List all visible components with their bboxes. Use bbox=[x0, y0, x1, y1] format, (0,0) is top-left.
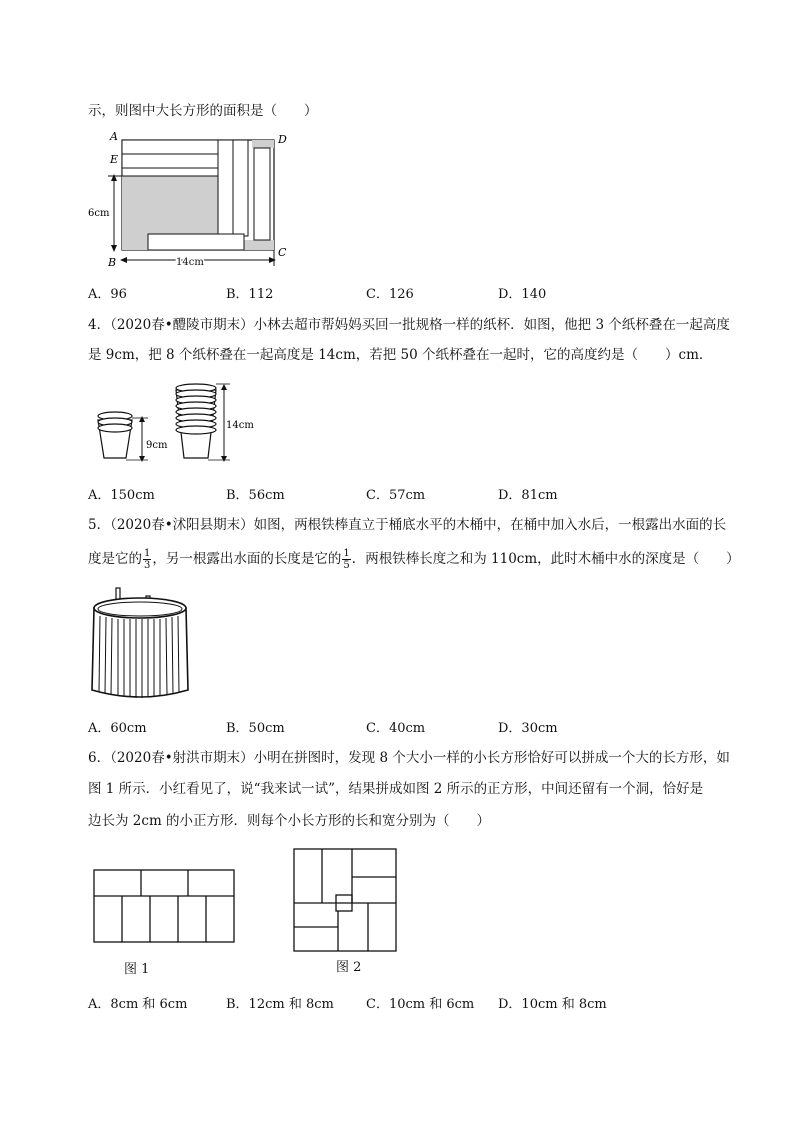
q4-label-big: 14cm bbox=[226, 420, 254, 431]
q5-text-a: 度是它的 bbox=[88, 551, 142, 567]
point-label-a: A bbox=[110, 130, 118, 143]
q4-label-small: 9cm bbox=[146, 440, 168, 451]
q4-option-a[interactable]: A．150cm bbox=[88, 488, 155, 503]
width-label: 14cm bbox=[176, 257, 204, 268]
q5-question-line1: 5．（2020春•沭阳县期末）如图，两根铁棒直立于桶底水平的木桶中，在桶中加入水后，一根露出水面的长 bbox=[88, 517, 727, 533]
q3-question-tail: 示，则图中大长方形的面积是（ ） bbox=[88, 103, 318, 119]
point-label-b: B bbox=[108, 256, 117, 269]
q6-option-c[interactable]: C．10cm 和 6cm bbox=[366, 997, 475, 1012]
q3-option-d[interactable]: D．140 bbox=[498, 287, 547, 302]
q5-question-line2 bbox=[88, 548, 740, 571]
q6-question-line3: 边长为 2cm 的小正方形．则每个小长方形的长和宽分别为（ ） bbox=[88, 813, 491, 829]
q5-barrel-figure bbox=[88, 586, 198, 704]
q4-cups-figure bbox=[92, 380, 272, 470]
q4-option-d[interactable]: D．81cm bbox=[498, 488, 558, 503]
q5-option-d[interactable]: D．30cm bbox=[498, 721, 558, 736]
q6-option-d[interactable]: D．10cm 和 8cm bbox=[498, 997, 607, 1012]
q6-figure-1-caption: 图 1 bbox=[124, 962, 150, 977]
q4-option-c[interactable]: C．57cm bbox=[366, 488, 426, 503]
q5-option-c[interactable]: C．40cm bbox=[366, 721, 426, 736]
q6-question-line1: 6．（2020春•射洪市期末）小明在拼图时，发现 8 个大小一样的小长方形恰好可以拼成一个大的长方形，如 bbox=[88, 750, 730, 766]
q6-question-line2: 图 1 所示．小红看见了，说“我来试一试”，结果拼成如图 2 所示的正方形，中间还留有一个洞，恰好是 bbox=[88, 781, 704, 797]
q6-option-a[interactable]: A．8cm 和 6cm bbox=[88, 997, 188, 1012]
q3-option-c[interactable]: C．126 bbox=[366, 287, 414, 302]
fraction-one-third: $\frac{1}{3}$ bbox=[144, 548, 151, 571]
q6-figure-1 bbox=[92, 868, 236, 944]
q5-option-b[interactable]: B．50cm bbox=[226, 721, 285, 736]
height-label: 6cm bbox=[88, 208, 110, 219]
q5-text-b: ，另一根露出水面的长度是它的 bbox=[152, 551, 342, 567]
q5-text-c: ．两根铁棒长度之和为 110cm，此时木桶中水的深度是（ ） bbox=[351, 551, 740, 567]
point-label-c: C bbox=[278, 246, 287, 259]
q4-option-b[interactable]: B．56cm bbox=[226, 488, 285, 503]
q3-rectangle-figure bbox=[88, 128, 304, 270]
fraction-one-fifth: $\frac{1}{5}$ bbox=[343, 548, 350, 571]
point-label-d: D bbox=[278, 133, 287, 146]
q6-figure-2 bbox=[292, 847, 398, 953]
q3-option-b[interactable]: B．112 bbox=[226, 287, 274, 302]
q6-figure-2-caption: 图 2 bbox=[336, 960, 362, 975]
q3-option-a[interactable]: A．96 bbox=[88, 287, 127, 302]
q4-question-line1: 4．（2020春•醴陵市期末）小林去超市帮妈妈买回一批规格一样的纸杯．如图，他把 3 个纸杯叠在一起高度 bbox=[88, 317, 730, 333]
q5-option-a[interactable]: A．60cm bbox=[88, 721, 147, 736]
point-label-e: E bbox=[110, 153, 119, 166]
q6-option-b[interactable]: B．12cm 和 8cm bbox=[226, 997, 334, 1012]
q4-question-line2: 是 9cm，把 8 个纸杯叠在一起高度是 14cm，若把 50 个纸杯叠在一起时，它的高度约是（ ）cm． bbox=[88, 347, 713, 363]
